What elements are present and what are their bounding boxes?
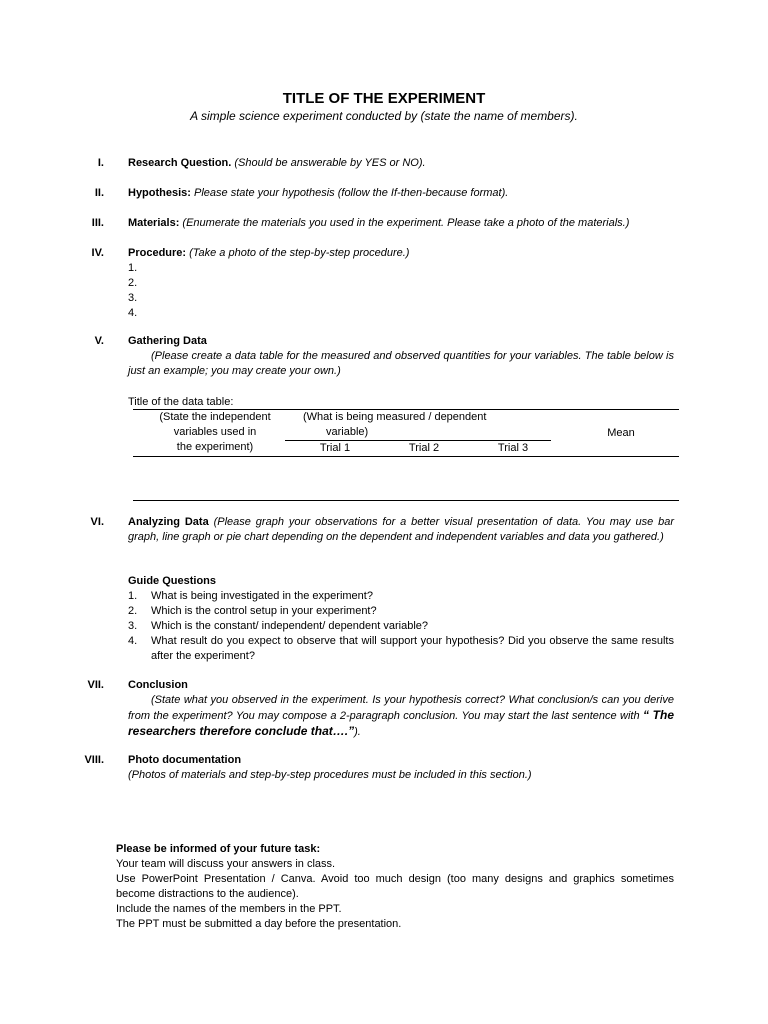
section-text: (Please create a data table for the measured and observed quantities for your variables. The table below is just an example; you may create your own.) [128,350,674,377]
section-heading: Research Question. [128,157,232,169]
list-item: 1. What is being investigated in the experiment? [128,590,373,602]
section-number: VI. [90,516,104,528]
section-research-question [128,156,674,171]
section-heading: Hypothesis: [128,187,191,199]
section-gathering-data [128,334,674,379]
section-hypothesis [128,186,674,201]
procedure-step: 3. [128,292,138,304]
table-bottom-rule [133,500,679,501]
section-text: (Please graph your observations for a better visual presentation of data. You may use bar graph, line graph or pie chart depending on the dependent and independent variables and data you gathered.) [128,516,674,543]
section-heading: Materials: [128,217,180,229]
list-item: 3. Which is the constant/ independent/ dependent variable? [128,620,429,632]
notice-line: Include the names of the members in the PPT. [116,903,342,915]
mean-header: Mean [607,427,635,439]
section-number: V. [94,335,104,347]
dependent-variable-header: (What is being measured / dependent variable) [303,411,487,438]
notice-line: The PPT must be submitted a day before the presentation. [116,918,402,930]
section-heading: Gathering Data [128,335,207,347]
section-text: Please state your hypothesis (follow the If-then-because format). [194,187,509,199]
section-text: (Enumerate the materials you used in the experiment. Please take a photo of the materials.) [182,217,630,229]
section-number: II. [94,187,104,199]
section-heading: Conclusion [128,679,188,691]
trial-header: Trial 1 [319,442,351,454]
section-text: (Take a photo of the step-by-step procedure.) [189,247,410,259]
section-heading: Procedure: [128,247,187,259]
procedure-step: 2. [128,277,138,289]
guide-questions [128,574,674,664]
trial-header: Trial 2 [408,442,440,454]
procedure-step: 1. [128,262,138,274]
notice-line: Your team will discuss your answers in class. [116,858,336,870]
section-procedure [128,246,674,261]
guide-questions-heading: Guide Questions [128,575,217,587]
section-number: VIII. [84,754,104,766]
section-heading: Photo documentation [128,754,242,766]
section-number: III. [91,217,104,229]
section-number: IV. [91,247,104,259]
future-task-notice [116,842,674,932]
data-table-caption: Title of the data table: [128,396,234,408]
section-text: (Should be answerable by YES or NO). [234,157,426,169]
table-header-bottom-rule [133,456,679,457]
section-text: (State what you observed in the experiment. Is your hypothesis correct? What conclusion/s can you derive from the experiment? You may compose a 2-paragraph conclusion. You may start the last sentence with “ The researchers therefore conclude that….”). [128,694,674,738]
section-number: I. [97,157,104,169]
document-title: TITLE OF THE EXPERIMENT [282,90,486,107]
notice-line: Use PowerPoint Presentation / Canva. Avoid too much design (too many designs and graphics sometimes become distractions to the audience). [116,873,674,900]
section-number: VII. [87,679,104,691]
notice-heading: Please be informed of your future task: [116,843,321,855]
trial-header: Trial 3 [497,442,529,454]
section-analyzing-data [128,515,674,545]
procedure-steps [128,261,674,321]
section-conclusion [128,678,674,740]
section-text: (Photos of materials and step-by-step procedures must be included in this section.) [128,769,532,781]
list-item: 4. What result do you expect to observe that will support your hypothesis? Did you observe the same results after the experiment? [128,635,674,662]
document-subtitle: A simple science experiment conducted by (state the name of members). [190,109,578,123]
list-item: 2. Which is the control setup in your experiment? [128,605,377,617]
section-photo-documentation [128,753,674,783]
independent-variable-header: (State the independent variables used in the experiment) [159,411,271,453]
procedure-step: 4. [128,307,138,319]
section-materials [128,216,674,231]
section-heading: Analyzing Data [128,516,209,528]
